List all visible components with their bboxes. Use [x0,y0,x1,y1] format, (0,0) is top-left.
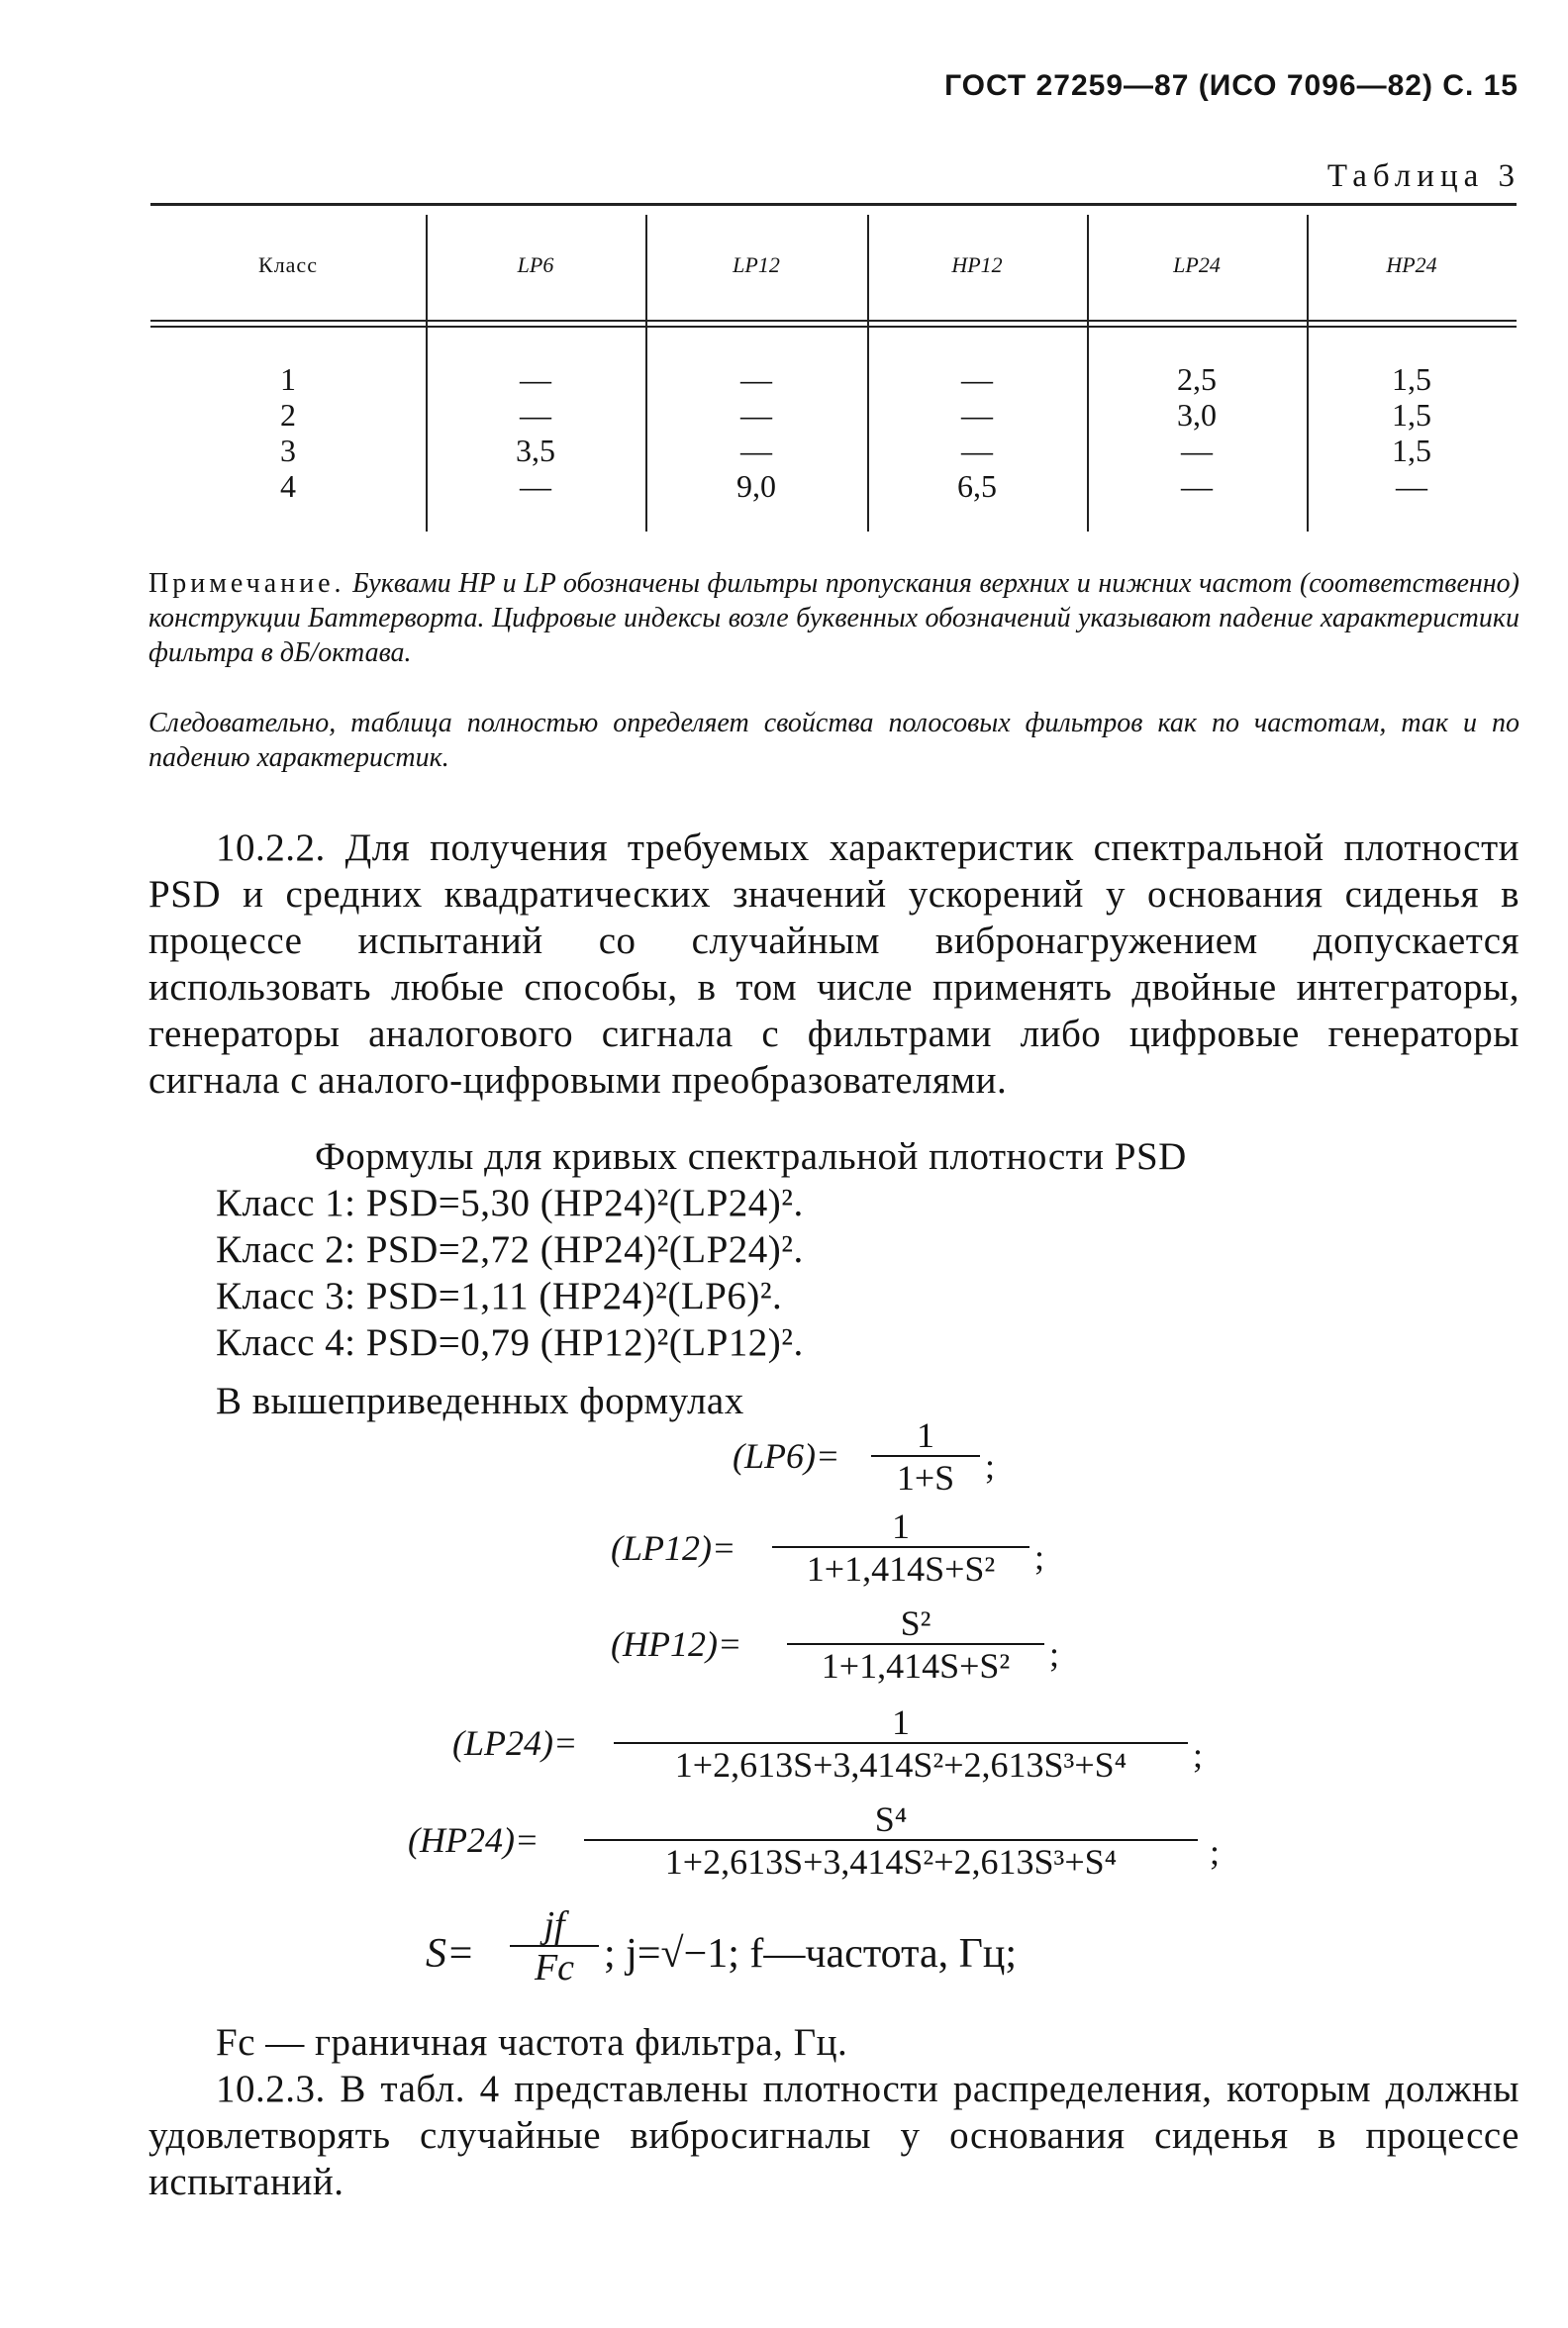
in-formulas-text: В вышеприведенных формулах [216,1380,744,1422]
table-cell: 3,5 [516,433,555,468]
table-cell: 6,5 [957,468,997,504]
table-cell: — [520,397,551,433]
paragraph-10-2-3: 10.2.3. В табл. 4 представлены плотности распределения, которым должны удовлетворять случайные вибросигналы у основания сиденья в процессе испытаний. [148,2068,1519,2203]
table-header-lp12: LP12 [733,252,780,277]
table-cell: — [740,397,772,433]
table-cell: — [1181,433,1213,468]
table-header-lp6: LP6 [517,252,554,277]
running-head: ГОСТ 27259—87 (ИСО 7096—82) С. 15 [944,69,1519,102]
table-cell: — [740,433,772,468]
equation-lp6-end: ; [985,1446,996,1486]
table-column-lp24 [1087,361,1307,504]
equation-lp12-end: ; [1034,1537,1045,1577]
equation-lp6-fraction [871,1415,980,1499]
table-rule-header-double [150,326,1517,328]
table-cell: — [520,361,551,397]
table-column-hp24 [1307,361,1517,504]
equation-hp12-end: ; [1049,1634,1060,1674]
fraction-numerator: 1 [892,1506,910,1546]
equation-lp24-fraction [614,1702,1188,1786]
note-label: Примечание. [148,568,345,599]
fraction-denominator: 1+2,613S+3,414S²+2,613S³+S⁴ [614,1742,1188,1786]
table-cell: 3 [280,433,296,468]
fraction-numerator: 1 [892,1702,910,1742]
equation-lp24-lhs: (LP24)= [452,1723,578,1763]
fraction-numerator: S² [900,1603,931,1643]
table-cell: — [1396,468,1427,504]
table-cell: 1 [280,361,296,397]
fc-definition: Fc — граничная частота фильтра, Гц. [216,2021,848,2064]
class-2-formula: Класс 2: PSD=2,72 (HP24)²(LP24)². [216,1228,804,1271]
equation-hp24-fraction [584,1799,1198,1883]
table-header-hp24: HP24 [1386,252,1437,277]
table-rule-top [150,203,1517,206]
table-cell: 1,5 [1392,361,1431,397]
table-3 [150,203,1517,530]
table-caption: Таблица 3 [1326,158,1520,194]
formulas-title: Формулы для кривых спектральной плотности PSD [315,1135,1187,1178]
table-cell: — [961,397,993,433]
table-column-lp6 [426,361,645,504]
equation-s-lhs: S= [426,1931,475,1977]
table-cell: 2 [280,397,296,433]
table-cell: — [961,361,993,397]
class-1-formula: Класс 1: PSD=5,30 (HP24)²(LP24)². [216,1182,804,1224]
table-cell: 2,5 [1177,361,1217,397]
note-text: Буквами HP и LP обозначены фильтры пропускания верхних и нижних частот (соответственно) конструкции Баттерворта. Цифровые индексы возле буквенных обозначений указывают падение характеристики фильтра в дБ/октава. [148,568,1519,668]
table-cell: — [961,433,993,468]
table-note-2 [148,706,1519,775]
equation-s-fraction [510,1905,599,1988]
table-column-lp12 [645,361,867,504]
paragraph-10-2-2: 10.2.2. Для получения требуемых характеристик спектральной плотности PSD и средних квадратических значений ускорений у основания сиденья в процессе испытаний со случайным вибронагружением допускается использовать любые способы, в том числе применять двойные интеграторы, генераторы аналогового сигнала с фильтрами либо цифровые генераторы сигнала с аналого-цифровыми преобразователями. [148,826,1519,1102]
table-cell: 4 [280,468,296,504]
equation-lp12-lhs: (LP12)= [611,1528,736,1568]
equation-lp12-fraction [772,1506,1029,1590]
table-note [148,566,1519,670]
equation-lp24-end: ; [1193,1735,1204,1775]
class-3-formula: Класс 3: PSD=1,11 (HP24)²(LP6)². [216,1275,783,1317]
table-rule-header [150,320,1517,322]
class-4-formula: Класс 4: PSD=0,79 (HP12)²(LP12)². [216,1321,804,1364]
fraction-denominator: Fc [510,1945,599,1988]
fraction-denominator: 1+1,414S+S² [772,1546,1029,1590]
table-cell: 1,5 [1392,397,1431,433]
equation-hp12-fraction [787,1603,1044,1687]
fraction-denominator: 1+S [871,1455,980,1499]
table-cell: — [740,361,772,397]
note-text-2: Следовательно, таблица полностью определяет свойства полосовых фильтров как по частотам, так и по падению характеристик. [148,708,1519,773]
fraction-numerator: S⁴ [874,1799,908,1839]
fraction-numerator: jf [543,1904,565,1946]
fraction-denominator: 1+2,613S+3,414S²+2,613S³+S⁴ [584,1839,1198,1883]
table-column-class [150,361,426,504]
equation-lp6-lhs: (LP6)= [733,1436,840,1476]
equation-s-tail: ; j=√−1; f—частота, Гц; [604,1931,1018,1977]
table-cell: — [1181,468,1213,504]
table-cell: 9,0 [736,468,776,504]
fraction-numerator: 1 [917,1415,934,1455]
table-cell: — [520,468,551,504]
equation-hp24-lhs: (HP24)= [408,1820,539,1860]
fraction-denominator: 1+1,414S+S² [787,1643,1044,1687]
table-header-hp12: HP12 [951,252,1003,277]
table-cell: 1,5 [1392,433,1431,468]
table-cell: 3,0 [1177,397,1217,433]
table-header-lp24: LP24 [1173,252,1221,277]
equation-hp24-end: ; [1210,1832,1221,1872]
table-header-class: Класс [258,252,318,277]
table-column-hp12 [867,361,1087,504]
equation-hp12-lhs: (HP12)= [611,1624,742,1664]
